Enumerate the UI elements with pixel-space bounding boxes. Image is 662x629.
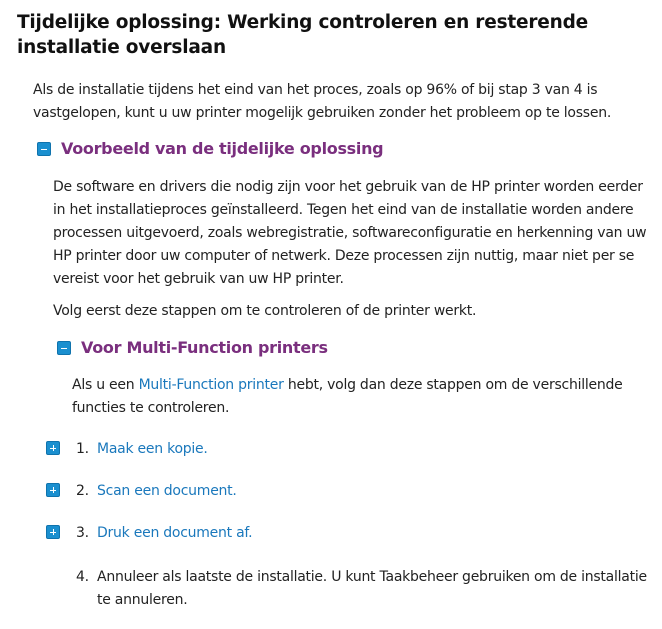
step-link-scan[interactable]: Scan een document. bbox=[97, 483, 237, 499]
minus-box-icon[interactable] bbox=[57, 341, 71, 355]
page-title: Tijdelijke oplossing: Werking controleren en resterende installatie overslaan bbox=[17, 12, 589, 58]
plus-box-icon[interactable] bbox=[46, 525, 60, 539]
plus-box-icon[interactable] bbox=[46, 441, 60, 455]
multifunction-printer-link[interactable]: Multi-Function printer bbox=[138, 377, 284, 393]
step-link-copy[interactable]: Maak een kopie. bbox=[97, 441, 208, 457]
section-title-multifunction: Voor Multi-Function printers bbox=[81, 338, 328, 357]
section-title-workaround-example: Voorbeeld van de tijdelijke oplossing bbox=[61, 139, 384, 158]
plus-box-icon[interactable] bbox=[46, 483, 60, 497]
step-text-cancel: Annuleer als laatste de installatie. U kunt Taakbeheer gebruiken om de installatie te annuleren. bbox=[97, 569, 647, 608]
step-number: 4. bbox=[76, 569, 89, 585]
multifunction-text-before: Als u een bbox=[72, 377, 139, 393]
step-item bbox=[46, 522, 662, 545]
step-link-print[interactable]: Druk een document af. bbox=[97, 525, 253, 541]
step-number: 2. bbox=[76, 483, 89, 499]
step-item bbox=[46, 566, 662, 612]
step-number: 3. bbox=[76, 525, 89, 541]
check-printer-intro bbox=[53, 300, 659, 323]
step-number: 1. bbox=[76, 441, 89, 457]
multifunction-intro bbox=[72, 374, 656, 420]
multifunction-text-after: hebt, volg dan deze stappen om de verschillende functies te controleren. bbox=[72, 377, 623, 416]
step-item bbox=[46, 438, 662, 461]
section-body-workaround-example bbox=[53, 176, 659, 291]
multifunction-paragraph bbox=[72, 374, 656, 420]
section-toggle-workaround-example[interactable] bbox=[37, 138, 383, 160]
intro-paragraph: Als de installatie tijdens het eind van het proces, zoals op 96% of bij stap 3 van 4 is vastgelopen, kunt u uw printer mogelijk gebruiken zonder het probleem op te lossen. bbox=[33, 82, 612, 121]
step-item bbox=[46, 480, 662, 503]
minus-box-icon[interactable] bbox=[37, 142, 51, 156]
workaround-paragraph: De software en drivers die nodig zijn voor het gebruik van de HP printer worden eerder in het installatieproces geïnstalleerd. Tegen het eind van de installatie worden andere processen uitgevoerd, zoals webregistratie, softwareconfiguratie en herkenning van uw HP printer door uw computer of netwerk. Deze processen zijn nuttig, maar niet per se vereist voor het gebruik van uw HP printer. bbox=[53, 179, 647, 287]
check-printer-paragraph: Volg eerst deze stappen om te controleren of de printer werkt. bbox=[53, 303, 477, 319]
intro-text bbox=[33, 79, 653, 125]
section-toggle-multifunction[interactable] bbox=[57, 337, 328, 359]
